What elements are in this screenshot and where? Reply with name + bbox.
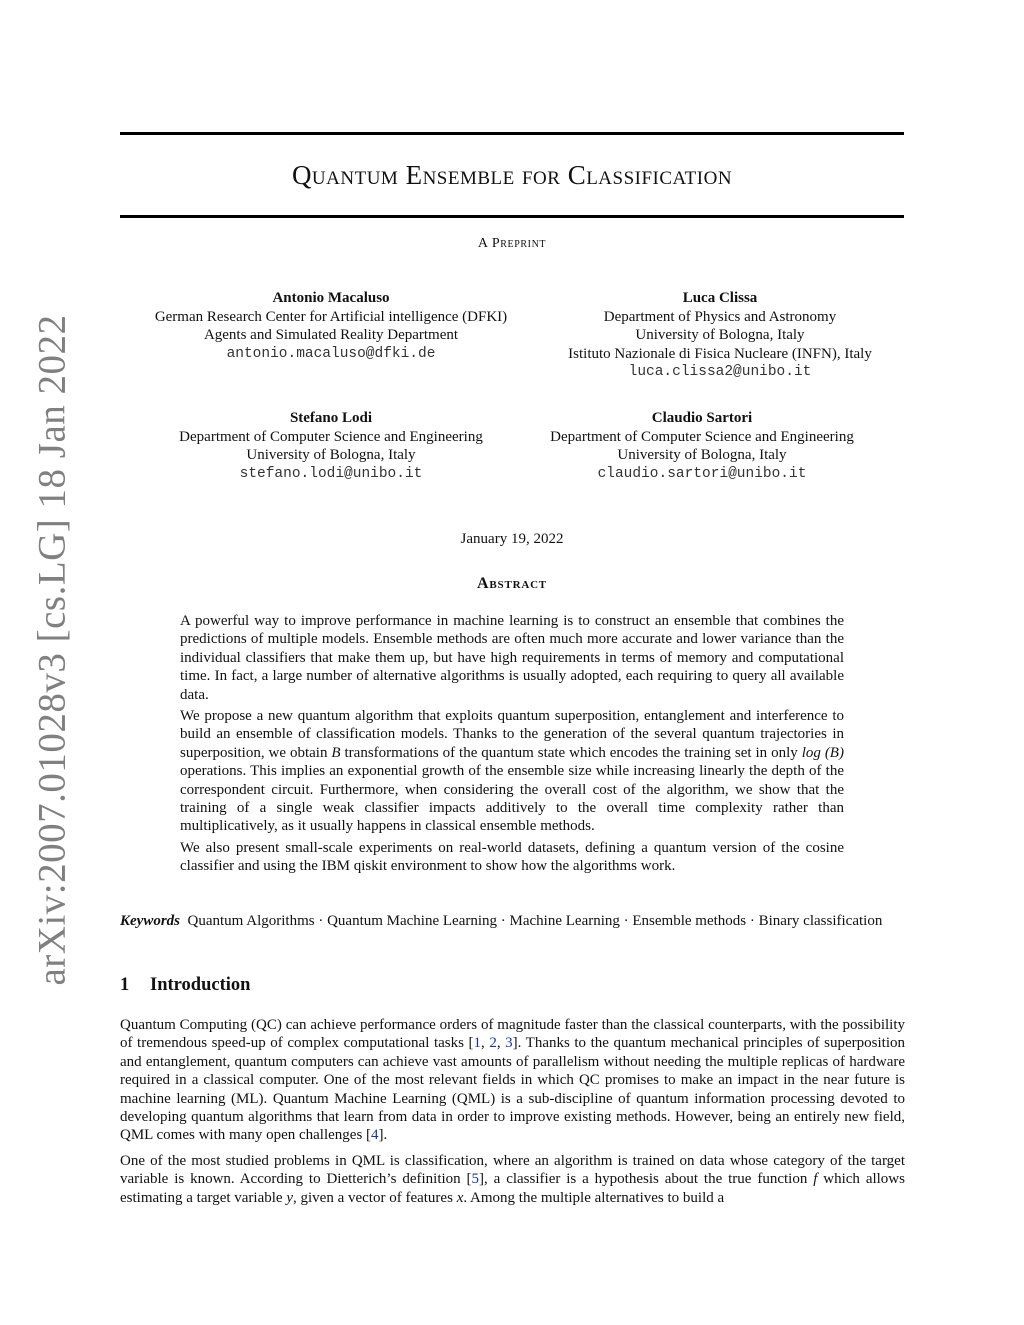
keywords-line <box>120 912 904 930</box>
author-affiliation: Department of Computer Science and Engineering <box>550 428 854 445</box>
text-run: , <box>481 1035 490 1052</box>
arxiv-identifier: arXiv:2007.01028v3 [cs.LG] 18 Jan 2022 <box>30 314 74 986</box>
introduction-body <box>120 1016 905 1214</box>
citation-link[interactable]: 4 <box>371 1127 379 1144</box>
abstract-heading: Abstract <box>477 575 547 592</box>
section-heading <box>120 975 250 996</box>
text-run: ]. Thanks to the quantum mechanical principles of superposition and entanglement, quantum computers can achieve vast amounts of parallelism without needing the multiple replicas of hardware required in a classical computer. One of the most relevant fields in which QC promises to make an impact in the near future is machine learning (ML). Quantum Machine Learning (QML) is a sub-discipline of quantum information processing devoted to developing quantum algorithms that learn from data in order to improve existing methods. However, being an entirely new field, QML comes with many open challenges [ <box>120 1035 906 1144</box>
author-block <box>120 409 542 483</box>
author-email[interactable]: claudio.sartori@unibo.it <box>597 465 807 482</box>
body-paragraph <box>120 1152 905 1207</box>
text-run: , given a vector of features <box>293 1189 457 1206</box>
keywords-list: Quantum Algorithms · Quantum Machine Learning · Machine Learning · Ensemble methods · Binary classification <box>187 913 883 929</box>
text-run: Quantum Computing (QC) can achieve performance orders of magnitude faster than the classical counterparts, with the possibility of tremendous speed-up of complex computational tasks [ <box>120 1017 905 1052</box>
text-run: transformations of the quantum state which encodes the training set in only <box>340 744 802 761</box>
author-block <box>530 289 910 382</box>
abstract-paragraph: A powerful way to improve performance in machine learning is to construct an ensemble that combines the predictions of multiple models. Ensemble methods are often much more accurate and lower variance than the individual classifiers that make them up, but have high requirements in terms of memory and computational time. In fact, a large number of alternative algorithms is usually adopted, each requiring to query all available data. <box>180 613 844 703</box>
author-block <box>510 409 894 483</box>
author-affiliation: University of Bologna, Italy <box>635 327 805 343</box>
abstract-paragraph <box>180 707 844 836</box>
text-run: ]. <box>378 1127 388 1144</box>
math-symbol: f <box>813 1171 818 1188</box>
text-run: which allows estimating a target variable <box>120 1171 905 1206</box>
author-email[interactable]: luca.clissa2@unibo.it <box>628 364 812 380</box>
text-run: . Among the multiple alternatives to build a <box>463 1189 725 1206</box>
author-affiliation: Department of Computer Science and Engineering <box>179 428 483 445</box>
text-run: One of the most studied problems in QML is classification, where an algorithm is trained on data whose category of the target variable is known. According to Dietterich’s definition [ <box>120 1152 905 1188</box>
section-title: Introduction <box>150 975 251 995</box>
text-run: We propose a new quantum algorithm that exploits quantum superposition, entanglement and interference to build an ensemble of classification models. Thanks to the generation of the several quantum trajectories in superposition, we obtain <box>180 708 844 761</box>
publication-date: January 19, 2022 <box>460 531 564 547</box>
citation-link[interactable]: 5 <box>471 1171 480 1188</box>
author-affiliation: University of Bologna, Italy <box>617 447 787 463</box>
title-top-rule <box>120 132 904 135</box>
title-bottom-rule <box>120 215 904 218</box>
author-email[interactable]: antonio.macaluso@dfki.de <box>226 345 436 362</box>
author-email[interactable]: stefano.lodi@unibo.it <box>239 465 423 482</box>
author-name: Antonio Macaluso <box>272 290 390 306</box>
author-name: Claudio Sartori <box>651 410 753 426</box>
author-affiliation: University of Bologna, Italy <box>246 447 416 463</box>
math-symbol: x <box>456 1189 464 1206</box>
keywords-label: Keywords <box>120 913 180 929</box>
section-number: 1 <box>120 975 130 995</box>
author-affiliation: Agents and Simulated Reality Department <box>203 327 459 343</box>
citation-link[interactable]: 2 <box>489 1035 497 1052</box>
paper-title: Quantum Ensemble for Classification <box>291 160 733 190</box>
citation-link[interactable]: 1 <box>473 1035 482 1052</box>
author-name: Luca Clissa <box>682 290 758 306</box>
math-symbol: B <box>331 744 341 761</box>
math-expression: log (B) <box>801 744 844 761</box>
abstract-paragraph: We also present small-scale experiments on real-world datasets, defining a quantum version of the cosine classifier and using the IBM qiskit environment to show how the algorithms work. <box>180 839 844 875</box>
author-block <box>120 289 542 363</box>
text-run: ], a classifier is a hypothesis about the true function <box>479 1171 814 1188</box>
author-affiliation: Department of Physics and Astronomy <box>603 308 837 325</box>
citation-link[interactable]: 3 <box>505 1035 513 1052</box>
author-name: Stefano Lodi <box>289 410 373 426</box>
math-symbol: y <box>286 1189 293 1206</box>
author-affiliation: German Research Center for Artificial intelligence (DFKI) <box>154 308 508 325</box>
text-run: operations. This implies an exponential growth of the ensemble size while increasing linearly the depth of the correspondent circuit. Furthermore, when considering the overall cost of the algorithm, we show that the training of a single weak classifier impacts additively to the overall time complexity rather than multiplicatively, as it usually happens in classical ensemble methods. <box>180 763 844 835</box>
text-run: , <box>496 1035 506 1052</box>
abstract-body <box>180 612 844 879</box>
preprint-label: A Preprint <box>477 236 547 251</box>
body-paragraph <box>120 1016 905 1145</box>
author-affiliation: Istituto Nazionale di Fisica Nucleare (INFN), Italy <box>568 345 872 362</box>
